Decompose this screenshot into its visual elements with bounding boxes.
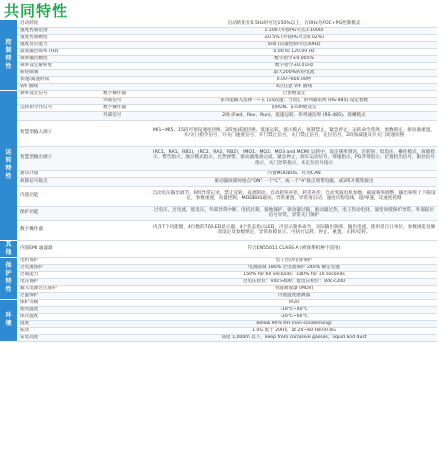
spec-row: [0, 62, 437, 69]
spec-value: 符合EN55011 CLASS A (被保系机种不适用): [151, 240, 437, 257]
spec-label: 频率输出精度: [17, 55, 151, 62]
spec-label: 速度控制精度: [17, 34, 151, 41]
spec-value: 5Hz (向量控制可达30Hz): [151, 41, 437, 48]
spec-label: 速度控制范围: [17, 27, 151, 34]
spec-value: 电子热动电驿保护: [151, 257, 437, 264]
spec-sublabel: 外部信号: [101, 111, 151, 120]
spec-row: [0, 206, 437, 220]
spec-value: 启动转矩在0.5Hz时可达150%以上，在0Hz为FOC+PG控制模式: [151, 20, 437, 27]
spec-label: 频率设定信号: [17, 90, 101, 97]
spec-label: 运转指令作信号: [17, 104, 101, 111]
spec-label: [17, 97, 101, 104]
spec-label: 故障信号接点: [17, 177, 101, 186]
spec-sublabel: [101, 170, 151, 177]
spec-row: [0, 240, 437, 257]
spec-value: 最大200%转矩电流: [151, 69, 437, 76]
spec-value: (RC1、RA1、RB1)，(RC2、RA2、RB2)，(MO1、MO2、MO3 and MCM) 运转中，设定频率到达，过转矩，低电压，操作模式，故障指示，警告指示，演示模式指示，过热预警，驱动器准备完成，紧急停止，刹车运动信号，零速指示，PG异常指示，位置检出信号，限位信号指示，关门异常指示，未定位信号指示: [151, 146, 437, 170]
spec-sublabel: 数字操作器: [101, 90, 151, 97]
spec-row: [0, 20, 437, 27]
spec-value: 自参数设定: [151, 90, 437, 97]
spec-label: 频率设定解析度: [17, 62, 151, 69]
spec-sublabel: [101, 120, 151, 146]
spec-row: [0, 69, 437, 76]
spec-value: 内含7个功能键，4位数的7段LED显示器，4个状态指示LED，可显示频率命令，实际输出频率，输出电流，使用者自订单位，参数浏览及修改设定及参数锁定，异常故障显示，可执行运转、停止、重置，正转/反转。: [151, 220, 437, 240]
spec-row: [0, 264, 437, 271]
spec-value: 由RUN、STOP键设定: [151, 104, 437, 111]
spec-label: 智慧型输出端子: [17, 146, 101, 170]
section-category: 环 境: [0, 299, 17, 341]
spec-row: [0, 104, 437, 111]
spec-value: 2线 (Fwd、Rev、Run)、低速运转、串列通信埠 (RS-485)、晨晰模式: [151, 111, 437, 120]
section-category: 其 他: [0, 240, 17, 257]
spec-value: 0.00 to 120.00 Hz: [151, 48, 437, 55]
spec-label: [17, 111, 101, 120]
spec-row: [0, 257, 437, 264]
spec-sublabel: [101, 177, 151, 186]
spec-label: 使用温度: [17, 306, 151, 313]
spec-row: [0, 306, 437, 313]
spec-value: 数字指令±0.005%: [151, 55, 437, 62]
spec-row: [0, 186, 437, 206]
spec-label: 保护功能: [17, 206, 101, 220]
spec-value: -10℃~40℃: [151, 306, 437, 313]
spec-sublabel: [101, 206, 151, 220]
spec-value: 150% for 60 seconds；180% for 10 seconds: [151, 271, 437, 278]
spec-value: 1:100 (外接PG可达1:1000): [151, 27, 437, 34]
spec-label: 数字操作器: [17, 220, 101, 240]
spec-value: 驱动器故障时接点"ON" 一个"C"，或一个"A"接点须带电磁，或2组开模集接出: [151, 177, 437, 186]
spec-row: [0, 120, 437, 146]
spec-sublabel: 外部信号: [101, 97, 151, 104]
spec-label: 最高输出频率 (Hz): [17, 48, 151, 55]
spec-value: 1.0G 低于 20Hz，at 20~60 Hz的0.6G: [151, 327, 437, 334]
spec-row: [0, 55, 437, 62]
spec-value: 自动电压输出调节，6组异常记录，禁止反转，直流制动，自动转矩补偿，转差补偿，自动突波电机参数，载波频率调整，输出频率上下限设定，参数重置，向量控制，MODBUS通讯，异常重置，异常再启动，速度历程电线，超/零速，及速度控制: [151, 186, 437, 206]
spec-label: 速度反应能力: [17, 41, 151, 48]
spec-value: 多功能输入选择一~五 (15段速；寸动)、串列通讯埠 (RS-485) 设定参数: [151, 97, 437, 104]
spec-row: [0, 271, 437, 278]
spec-value: ±0.5% (外接PG可达0.02%): [151, 34, 437, 41]
spec-row: [0, 41, 437, 48]
spec-label: 过电流保护: [17, 264, 151, 271]
spec-row: [0, 320, 437, 327]
spec-table: [0, 20, 437, 342]
spec-label: 输入电源过压保护: [17, 285, 151, 292]
spec-value: 高度 1,000m 以下，keep from corrosive gasses，liquid and dust: [151, 334, 437, 341]
page-title: 共同特性: [4, 2, 69, 20]
spec-label: 安装高度: [17, 334, 151, 341]
spec-label: 过载能力: [17, 271, 151, 278]
spec-value: Below 90% RH (non-condensing): [151, 320, 437, 327]
spec-row: [0, 292, 437, 299]
spec-row: [0, 76, 437, 83]
spec-value: 电流限制 180% 过电流保护 240% 额定电流: [151, 264, 437, 271]
spec-sublabel: [101, 220, 151, 240]
spec-value: 过电压检位：Vdc>400；低电压检位：Vdc<200: [151, 278, 437, 285]
section-category: 运 转 特 性: [0, 90, 17, 240]
spec-row: [0, 146, 437, 170]
spec-label: 智慧型输入端子: [17, 120, 101, 146]
spec-value: -20℃~60℃: [151, 313, 437, 320]
spec-row: [0, 285, 437, 292]
spec-label: 通讯介面: [17, 170, 101, 177]
spec-value: 内置MODBUS、红别CAN: [151, 170, 437, 177]
spec-row: [0, 220, 437, 240]
spec-label: 内置EMI 滤波器: [17, 240, 151, 257]
spec-value: 内置温度感测器: [151, 292, 437, 299]
spec-label: V/F 曲线: [17, 83, 151, 90]
spec-sublabel: [101, 186, 151, 206]
spec-value: MI1~MI5、15段可预设速度切换，2段加减速切换，低速运转，演示模式，复制禁止，紧急停止，运转命令选择，参数锁定，驱动器重置，开/关门指令信号，开关门速度信号，开门禁止信号，关门禁止信号，定位信号，2段加减速及开关门高速切换: [151, 120, 437, 146]
spec-row: [0, 299, 437, 306]
section-category: 控 制 特 性: [0, 20, 17, 90]
spec-row: [0, 34, 437, 41]
spec-row: [0, 327, 437, 334]
spec-row: [0, 177, 437, 186]
section-category: 保 护 特 性: [0, 257, 17, 299]
spec-value: 突波吸收器 (MOV): [151, 285, 437, 292]
spec-row: [0, 83, 437, 90]
spec-value: 4点任意 V/F 曲线: [151, 83, 437, 90]
spec-row: [0, 334, 437, 341]
spec-label: 转矩限制: [17, 69, 151, 76]
spec-row: [0, 111, 437, 120]
spec-row: [0, 27, 437, 34]
spec-value: 数字指令±0.01Hz: [151, 62, 437, 69]
spec-value: 过电压，过电流，低电压，外部异常中断，电机过载，接地保护，驱动器过载，驱动器过热，电子热动电驿，演变回授保护异常，外部报位信号异常，异常关门保护: [151, 206, 437, 220]
spec-label: 加速/减速时间: [17, 76, 151, 83]
spec-row: [0, 313, 437, 320]
spec-label: 电压保护: [17, 278, 151, 285]
spec-label: 过温保护: [17, 292, 151, 299]
spec-row: [0, 90, 437, 97]
spec-row: [0, 278, 437, 285]
spec-row: [0, 170, 437, 177]
spec-value: 0.00~600.00秒: [151, 76, 437, 83]
spec-row: [0, 48, 437, 55]
spec-label: 保护等级: [17, 299, 151, 306]
spec-label: 湿度: [17, 320, 151, 327]
spec-sublabel: 数字操作器: [101, 104, 151, 111]
spec-label: 启动转矩: [17, 20, 151, 27]
spec-value: IP20: [151, 299, 437, 306]
spec-label: 保存温度: [17, 313, 151, 320]
spec-label: 振动: [17, 327, 151, 334]
spec-label: 内置功能: [17, 186, 101, 206]
spec-row: [0, 97, 437, 104]
spec-label: 电机保护: [17, 257, 151, 264]
spec-sublabel: [101, 146, 151, 170]
